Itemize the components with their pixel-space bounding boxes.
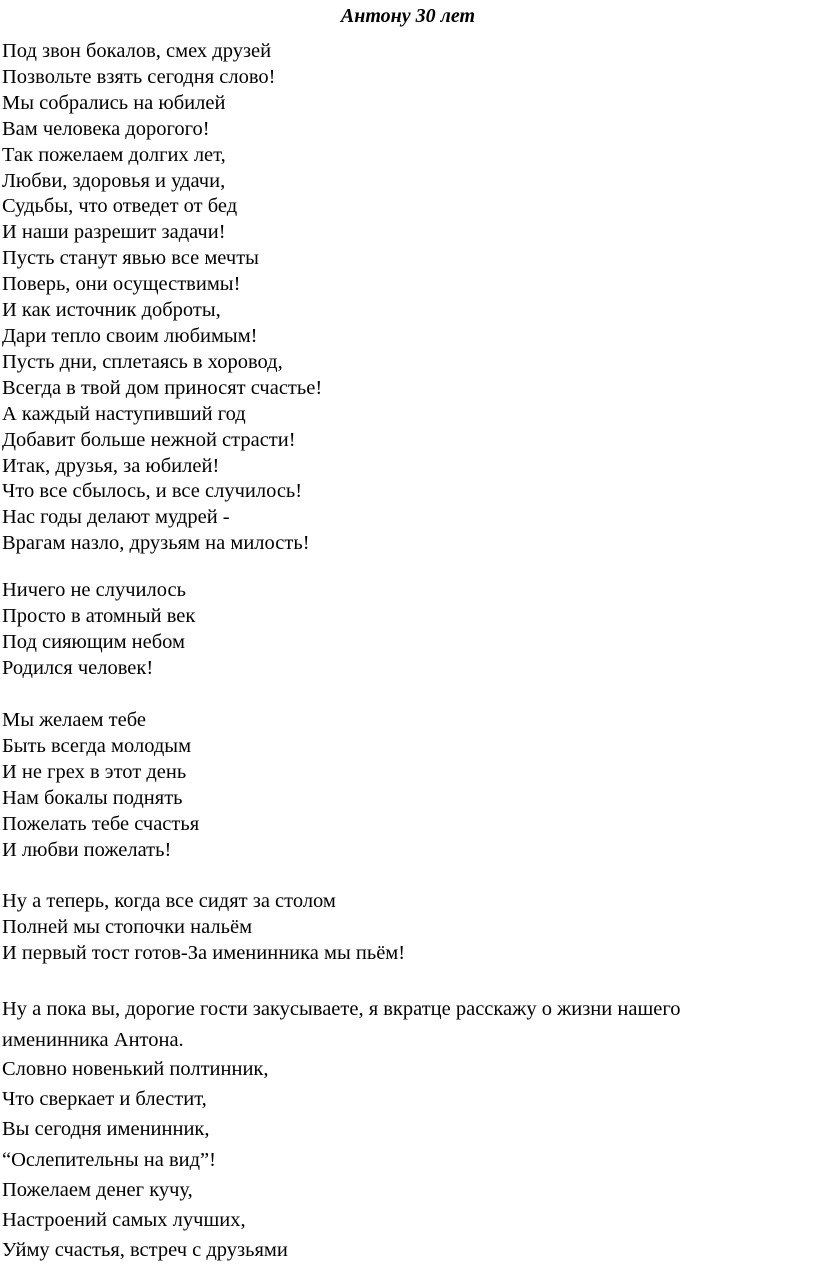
prose-paragraph: Ну а пока вы, дорогие гости закусываете, я вкратце расскажу о жизни нашего именинника Антона. <box>2 998 681 1051</box>
poem-line: Так пожелаем долгих лет, <box>2 143 226 166</box>
poem-line: “Ослепительны на вид”! <box>2 1148 216 1171</box>
poem-stanza-4 <box>2 889 792 967</box>
poem-line: Пусть дни, сплетаясь в хоровод, <box>2 350 283 373</box>
poem-line: Под звон бокалов, смех друзей <box>2 40 272 62</box>
poem-stanza-1 <box>2 39 792 557</box>
poem-line: Нам бокалы поднять <box>2 786 183 809</box>
poem-line: Пусть станут явью все мечты <box>2 247 259 270</box>
poem-line: И как источник доброты, <box>2 299 221 322</box>
poem-line: Просто в атомный век <box>2 604 196 627</box>
poem-line: Мы собрались на юбилей <box>2 91 226 114</box>
poem-line: Врагам назло, друзьям на милость! <box>2 532 310 555</box>
poem-line: Любви, здоровья и удачи, <box>2 169 226 192</box>
document-title: Антону 30 лет <box>340 5 476 27</box>
poem-line: Дари тепло своим любимым! <box>2 324 258 347</box>
poem-line: Нас годы делают мудрей - <box>2 506 230 529</box>
poem-line: Вы сегодня именинник, <box>2 1118 210 1141</box>
poem-line: Поверь, они осуществимы! <box>2 273 241 296</box>
poem-line: А каждый наступивший год <box>2 402 246 425</box>
poem-stanza-3 <box>2 708 792 863</box>
poem-line: Добавит больше нежной страсти! <box>2 428 296 451</box>
poem-line: Словно новенький полтинник, <box>2 1058 269 1080</box>
poem-line: Ничего не случилось <box>2 579 186 601</box>
poem-line: Мы желаем тебе <box>2 709 146 731</box>
poem-line: Судьбы, что отведет от бед <box>2 195 238 218</box>
poem-line: Итак, друзья, за юбилей! <box>2 454 220 477</box>
poem-line: И не грех в этот день <box>2 760 187 783</box>
poem-line: И любви пожелать! <box>2 838 172 861</box>
poem-stanza-5 <box>2 1054 792 1265</box>
poem-line: Уйму счастья, встреч с друзьями <box>2 1239 288 1262</box>
poem-line: Настроений самых лучших, <box>2 1209 246 1232</box>
poem-line: Что сверкает и блестит, <box>2 1088 207 1111</box>
poem-line: Пожелаем денег кучу, <box>2 1178 193 1201</box>
poem-line: Ну а теперь, когда все сидят за столом <box>2 890 336 912</box>
poem-stanza-2 <box>2 578 792 682</box>
poem-line: Всегда в твой дом приносят счастье! <box>2 376 323 399</box>
poem-line: И первый тост готов-За именинника мы пьём! <box>2 941 406 964</box>
poem-line: Под сияющим небом <box>2 630 186 653</box>
poem-line: Полней мы стопочки нальём <box>2 915 253 938</box>
poem-line: Что все сбылось, и все случилось! <box>2 480 303 503</box>
poem-line: И наши разрешит задачи! <box>2 221 226 244</box>
poem-line: Быть всегда молодым <box>2 734 192 757</box>
poem-line: Позвольте взять сегодня слово! <box>2 65 276 88</box>
poem-line: Вам человека дорогого! <box>2 117 210 140</box>
poem-line: Родился человек! <box>2 656 154 679</box>
poem-line: Пожелать тебе счастья <box>2 812 200 835</box>
